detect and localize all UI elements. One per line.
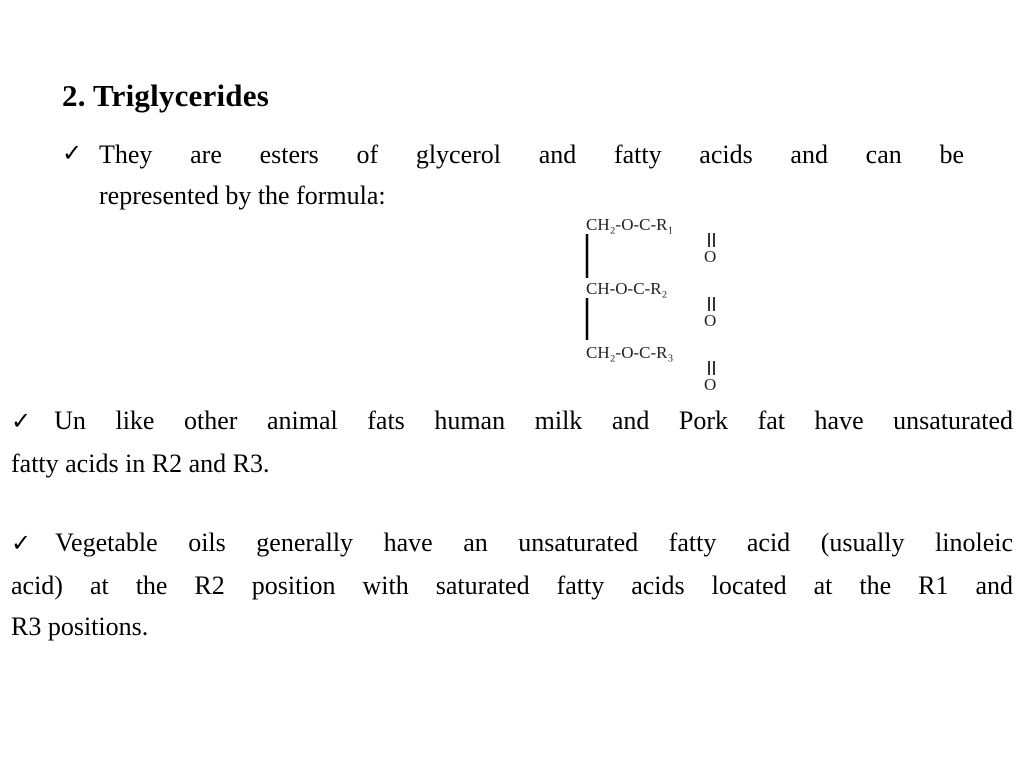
paragraph-2-line-1-text: Vegetable oils generally have an unsaturated fatty acid (usually linoleic: [55, 528, 1013, 557]
checkmark-icon: ✓: [62, 141, 83, 167]
bullet-text: [99, 134, 964, 216]
paragraph-vegetable-oils: [11, 522, 1013, 647]
bullet-line-1: They are esters of glycerol and fatty acids and can be: [99, 140, 964, 169]
formula-row-2: CH-O-C-R₂: [586, 279, 668, 298]
formula-row-1: CH₂-O-C-R₁: [586, 215, 674, 234]
bullet-line-2: represented by the formula:: [99, 181, 386, 210]
paragraph-milk-pork-fat: [11, 400, 1013, 484]
checkmark-icon: ✓: [11, 531, 56, 557]
paragraph-2-line-3: R3 positions.: [11, 612, 149, 641]
paragraph-1-line-2: fatty acids in R2 and R3.: [11, 449, 270, 478]
formula-oxygen-2: O: [704, 311, 717, 330]
triglyceride-structural-formula: [583, 210, 793, 392]
slide-title: 2. Triglycerides: [62, 78, 269, 113]
checkmark-icon: ✓: [11, 409, 55, 435]
paragraph-1-line-1: [11, 400, 1013, 443]
paragraph-2-line-1: [11, 522, 1013, 565]
formula-row-3: CH₂-O-C-R₃: [586, 343, 674, 362]
formula-oxygen-3: O: [704, 375, 717, 392]
paragraph-2-line-2: acid) at the R2 position with saturated fatty acids located at the R1 and: [11, 571, 1013, 600]
formula-oxygen-1: O: [704, 247, 717, 266]
paragraph-1-line-1-text: Un like other animal fats human milk and Pork fat have unsaturated: [54, 406, 1014, 435]
